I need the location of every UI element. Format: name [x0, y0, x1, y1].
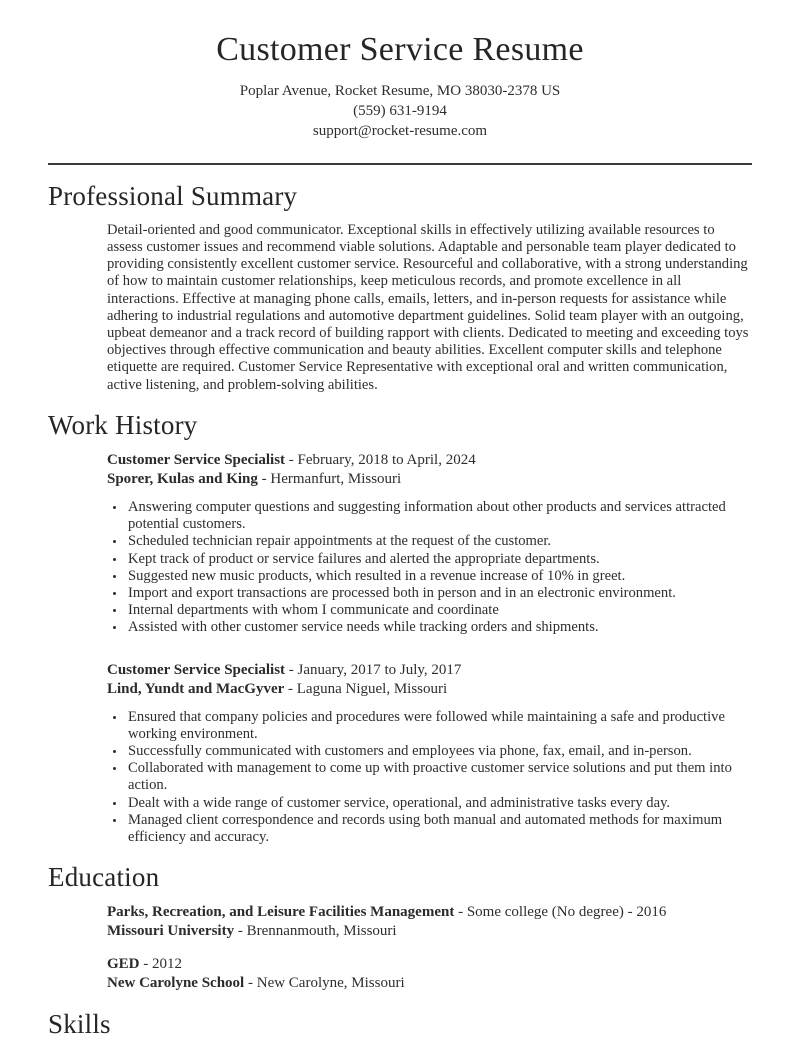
job-entry: [48, 661, 752, 847]
job-company: Lind, Yundt and MacGyver: [107, 680, 285, 697]
job-header: [107, 661, 752, 699]
education-school-line: [107, 922, 752, 941]
education-location: New Carolyne, Missouri: [256, 975, 405, 992]
education-header: [107, 955, 752, 993]
job-bullet: • Managed client correspondence and records using both manual and automated methods for maximum efficiency and accuracy.: [126, 812, 752, 846]
education-program: Parks, Recreation, and Leisure Facilities Management: [107, 904, 455, 921]
job-company-line: [107, 470, 752, 489]
education-credential: Some college (No degree) - 2016: [466, 904, 667, 921]
separator: -: [234, 923, 247, 940]
job-bullet: • Assisted with other customer service needs while tracking orders and shipments.: [126, 619, 752, 636]
job-location: Hermanfurt, Missouri: [270, 470, 402, 487]
job-dates: January, 2017 to July, 2017: [297, 661, 462, 678]
education-school: New Carolyne School: [107, 975, 245, 992]
education-location: Brennanmouth, Missouri: [246, 923, 397, 940]
job-bullet: • Collaborated with management to come up with proactive customer service solutions and put them into action.: [126, 760, 752, 794]
page-title: Customer Service Resume: [216, 31, 584, 68]
education-credential: 2012: [152, 956, 183, 973]
job-header: [107, 451, 752, 489]
job-company-line: [107, 680, 752, 699]
resume-header: [48, 30, 752, 165]
separator: -: [244, 975, 257, 992]
education-program: GED: [107, 956, 140, 973]
contact-block: [48, 81, 752, 141]
job-bullet: • Kept track of product or service failures and alerted the appropriate departments.: [126, 551, 752, 568]
education-school: Missouri University: [107, 923, 235, 940]
job-title-line: [107, 661, 752, 680]
job-bullet: • Suggested new music products, which resulted in a revenue increase of 10% in greet.: [126, 568, 752, 585]
education-school-line: [107, 974, 752, 993]
job-bullet: • Successfully communicated with customers and employees via phone, fax, email, and in-person.: [126, 743, 752, 760]
separator: -: [139, 956, 153, 973]
job-bullet: • Import and export transactions are processed both in person and in an electronic environment.: [126, 585, 752, 602]
separator: -: [284, 680, 297, 697]
summary-text: Detail-oriented and good communicator. Exceptional skills in effectively utilizing available resources to assess customer issues and recommend viable solutions. Adaptable and personable team player dedicated to providing consistently excellent customer service. Resourceful and collaborative, with a strong understanding of how to maintain customer relationships, keep meticulous records, and promote excellence in all interactions. Effective at managing phone calls, emails, letters, and in-person requests for assistance while adhering to industrial regulations and automotive department guidelines. Solid team player with an outgoing, upbeat demeanor and a track record of building rapport with clients. Dedicated to meeting and exceeding toys objectives through effective communication and beauty abilities. Excellent computer skills and telephone etiquette are required. Customer Service Representative with exceptional oral and written communication, active listening, and problem-solving abilities.: [107, 221, 749, 393]
job-bullet: • Scheduled technician repair appointments at the request of the customer.: [126, 533, 752, 550]
contact-address: Poplar Avenue, Rocket Resume, MO 38030-2378 US: [239, 82, 561, 99]
separator: -: [454, 904, 467, 921]
education-entry: [48, 955, 752, 993]
job-dates: February, 2018 to April, 2024: [297, 451, 476, 468]
header-divider: [48, 163, 752, 165]
separator: -: [285, 451, 298, 468]
job-bullet: • Dealt with a wide range of customer service, operational, and administrative tasks every day.: [126, 795, 752, 812]
education-program-line: [107, 903, 752, 922]
separator: -: [257, 470, 271, 487]
section-work-history: [48, 410, 752, 846]
job-bullet: • Ensured that company policies and procedures were followed while maintaining a safe and productive working environment.: [126, 709, 752, 743]
job-company: Sporer, Kulas and King: [107, 470, 258, 487]
section-skills: [48, 1009, 752, 1040]
separator: -: [285, 661, 298, 678]
job-location: Laguna Niguel, Missouri: [296, 680, 448, 697]
education-heading: Education: [48, 862, 160, 893]
summary-heading: Professional Summary: [48, 180, 298, 211]
education-program-line: [107, 955, 752, 974]
education-header: [107, 903, 752, 941]
education-entry: [48, 903, 752, 941]
job-bullet: • Answering computer questions and suggesting information about other products and services attracted potential customers.: [126, 499, 752, 533]
contact-email: support@rocket-resume.com: [312, 122, 488, 139]
skills-heading: Skills: [48, 1009, 111, 1040]
job-bullet-list: [107, 499, 752, 637]
work-history-heading: Work History: [48, 409, 198, 440]
job-bullet-list: [107, 709, 752, 847]
job-title: Customer Service Specialist: [107, 661, 286, 678]
job-entry: [48, 451, 752, 637]
contact-phone: (559) 631-9194: [353, 102, 447, 119]
section-education: [48, 862, 752, 993]
job-bullet: • Internal departments with whom I communicate and coordinate: [126, 602, 752, 619]
job-title: Customer Service Specialist: [107, 451, 286, 468]
job-title-line: [107, 451, 752, 470]
section-professional-summary: [48, 181, 752, 394]
